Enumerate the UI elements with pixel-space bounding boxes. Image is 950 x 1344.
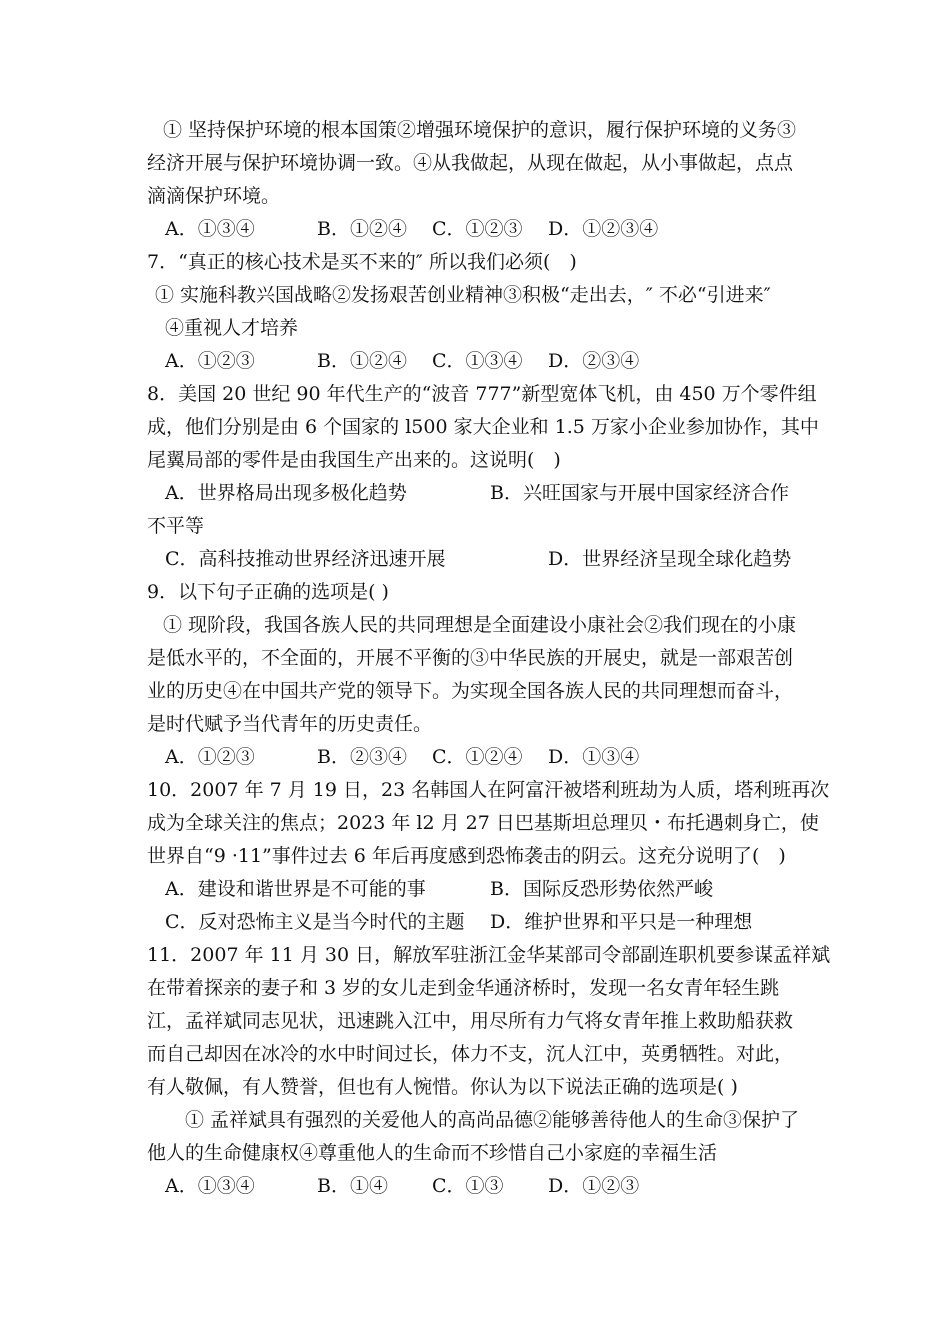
q11-line-2: 在带着探亲的妻子和 3 岁的女儿走到金华通济桥时，发现一名女青年轻生跳 — [147, 977, 780, 999]
q9-line-1: ① 现阶段，我国各族人民的共同理想是全面建设小康社会②我们现在的小康 — [163, 614, 797, 636]
q6-option-c: C．①②③ — [432, 218, 523, 240]
q6-option-b: B．①②④ — [317, 218, 407, 240]
q11-line-3: 江，孟祥斌同志见状，迅速跳入江中，用尽所有力气将女青年推上救助船获救 — [147, 1010, 794, 1032]
q11-option-a: A．①③④ — [165, 1175, 255, 1197]
q11-line-6: ① 孟祥斌具有强烈的关爱他人的高尚品德②能够善待他人的生命③保护了 — [185, 1109, 800, 1131]
q6-option-a: A．①③④ — [165, 218, 255, 240]
q9-option-c: C．①②④ — [432, 746, 523, 768]
q8-option-b: B．兴旺国家与开展中国家经济合作 — [490, 482, 789, 504]
q9-stem: 9．以下句子正确的选项是( ) — [147, 581, 389, 603]
q11-line-7: 他人的生命健康权④尊重他人的生命而不珍惜自己小家庭的幸福生活 — [147, 1142, 718, 1164]
q9-option-b: B．②③④ — [317, 746, 407, 768]
q6-line-1: ① 坚持保护环境的根本国策②增强环境保护的意识，履行保护环境的义务③ — [163, 119, 797, 141]
q11-line-5: 有人敬佩，有人赞誉，但也有人惋惜。你认为以下说法正确的选项是( ) — [147, 1076, 738, 1098]
q8-option-d: D．世界经济呈现全球化趋势 — [548, 548, 792, 570]
q11-option-c: C．①③ — [432, 1175, 504, 1197]
q10-line-2: 成为全球关注的焦点；2023 年 l2 月 27 日巴基斯坦总理贝・布托遇刺身亡，使 — [147, 812, 819, 834]
q7-option-b: B．①②④ — [317, 350, 407, 372]
q10-option-c: C．反对恐怖主义是当今时代的主题 — [165, 911, 465, 933]
q9-option-a: A．①②③ — [165, 746, 255, 768]
q11-line-4: 而自己却因在冰冷的水中时间过长，体力不支，沉人江中，英勇牺牲。对此， — [147, 1043, 794, 1065]
q10-line-3: 世界自“9 ·11”事件过去 6 年后再度感到恐怖袭击的阴云。这充分说明了( ) — [147, 845, 786, 867]
q8-line-1: 8．美国 20 世纪 90 年代生产的“波音 777”新型宽体飞机，由 450 万个零件组 — [147, 383, 817, 405]
q10-option-d: D．维护世界和平只是一种理想 — [490, 911, 753, 933]
q8-option-c: C．高科技推动世界经济迅速开展 — [165, 548, 446, 570]
q9-line-3: 业的历史④在中国共产党的领导下。为实现全国各族人民的共同理想而奋斗， — [147, 680, 794, 702]
q11-option-b: B．①④ — [317, 1175, 388, 1197]
q10-option-a: A．建设和谐世界是不可能的事 — [165, 878, 426, 900]
q7-line-2: ④重视人才培养 — [165, 317, 299, 339]
q11-line-1: 11．2007 年 11 月 30 日，解放军驻浙江金华某部司令部副连职机要参谋孟祥斌 — [147, 944, 831, 966]
q7-option-d: D．②③④ — [548, 350, 640, 372]
q7-option-a: A．①②③ — [165, 350, 255, 372]
q7-stem: 7．“真正的核心技术是买不来的″ 所以我们必须( ) — [147, 251, 577, 273]
q8-line-2: 成，他们分别是由 6 个国家的 l500 家大企业和 1.5 万家小企业参加协作，其中 — [147, 416, 819, 438]
q11-option-d: D．①②③ — [548, 1175, 640, 1197]
q8-option-b-continued: 不平等 — [147, 515, 205, 537]
q9-line-4: 是时代赋予当代青年的历史责任。 — [147, 713, 433, 735]
q9-line-2: 是低水平的，不全面的，开展不平衡的③中华民族的开展史，就是一部艰苦创 — [147, 647, 794, 669]
q10-line-1: 10．2007 年 7 月 19 日，23 名韩国人在阿富汗被塔利班劫为人质，塔利班再次 — [147, 779, 830, 801]
q7-line-1: ① 实施科教兴国战略②发扬艰苦创业精神③积极“走出去，″ 不必“引进来″ — [155, 284, 771, 306]
q6-line-3: 滴滴保护环境。 — [147, 185, 281, 207]
q7-option-c: C．①③④ — [432, 350, 523, 372]
q8-line-3: 尾翼局部的零件是由我国生产出来的。这说明( ) — [147, 449, 561, 471]
q10-option-b: B．国际反恐形势依然严峻 — [490, 878, 713, 900]
q6-line-2: 经济开展与保护环境协调一致。④从我做起，从现在做起，从小事做起，点点 — [147, 152, 794, 174]
q8-option-a: A．世界格局出现多极化趋势 — [165, 482, 407, 504]
q6-option-d: D．①②③④ — [548, 218, 659, 240]
q9-option-d: D．①③④ — [548, 746, 640, 768]
